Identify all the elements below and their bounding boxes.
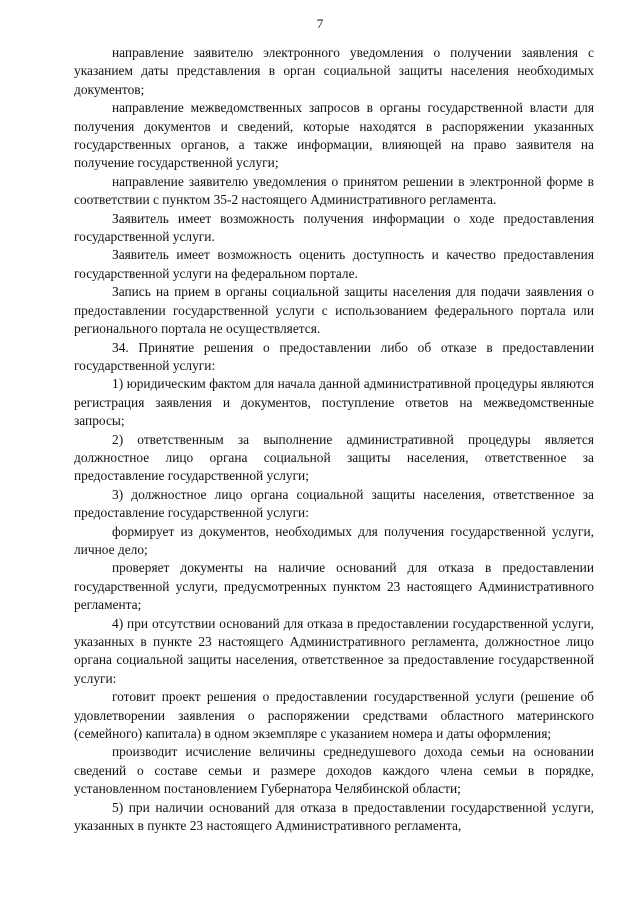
list-item-4: 4) при отсутствии оснований для отказа в предоставлении государственной услуги, указанных в пункте 23 настоящего Административного регламента, должностное лицо органа социальной защиты населения, ответственное за предоставление государственной услуги: bbox=[74, 615, 594, 686]
paragraph: направление межведомственных запросов в органы государственной власти для получения документов и сведений, которые находятся в распоряжении указанных государственных органов, а также информации, влияющей на право заявителя на получение государственной услуги; bbox=[74, 100, 594, 171]
document-body bbox=[74, 44, 594, 835]
list-item-1: 1) юридическим фактом для начала данной административной процедуры являются регистрация заявления и документов, поступление ответов на межведомственные запросы; bbox=[74, 376, 594, 429]
page-number: 7 bbox=[316, 16, 324, 31]
paragraph: направление заявителю уведомления о принятом решении в электронной форме в соответствии с пунктом 35-2 настоящего Административного регламента. bbox=[74, 173, 594, 208]
paragraph: Заявитель имеет возможность получения информации о ходе предоставления государственной услуги. bbox=[74, 210, 594, 245]
paragraph: формирует из документов, необходимых для получения государственной услуги, личное дело; bbox=[74, 523, 594, 557]
section-heading-34: 34. Принятие решения о предоставлении либо об отказе в предоставлении государственной услуги: bbox=[74, 339, 594, 373]
paragraph: Запись на прием в органы социальной защиты населения для подачи заявления о предоставлении государственной услуги с использованием федерального портала или регионального портала не осуществляется. bbox=[74, 284, 594, 337]
paragraph: направление заявителю электронного уведомления о получении заявления с указанием даты представления в орган социальной защиты населения необходимых документов; bbox=[74, 45, 594, 97]
list-item-2: 2) ответственным за выполнение административной процедуры является должностное лицо органа социальной защиты населения, ответственное за предоставление государственной услуги; bbox=[74, 431, 594, 484]
paragraph: Заявитель имеет возможность оценить доступность и качество предоставления государственной услуги на федеральном портале. bbox=[74, 247, 594, 281]
list-item-3: 3) должностное лицо органа социальной защиты населения, ответственное за предоставление государственной услуги: bbox=[74, 486, 594, 521]
paragraph: готовит проект решения о предоставлении государственной услуги (решение об удовлетворении заявления о распоряжении средствами областного материнского (семейного) капитала) в одном экземпляре с указанием номера и даты оформления; bbox=[74, 689, 594, 742]
paragraph: производит исчисление величины среднедушевого дохода семьи на основании сведений о составе семьи и размере доходов каждого члена семьи в порядке, установленном постановлением Губернатора Челябинской области; bbox=[74, 744, 594, 797]
paragraph: проверяет документы на наличие оснований для отказа в предоставлении государственной услуги, предусмотренных пунктом 23 настоящего Административного регламента; bbox=[74, 560, 594, 613]
list-item-5: 5) при наличии оснований для отказа в предоставлении государственной услуги, указанных в пункте 23 настоящего Административного регламента, bbox=[74, 799, 594, 834]
